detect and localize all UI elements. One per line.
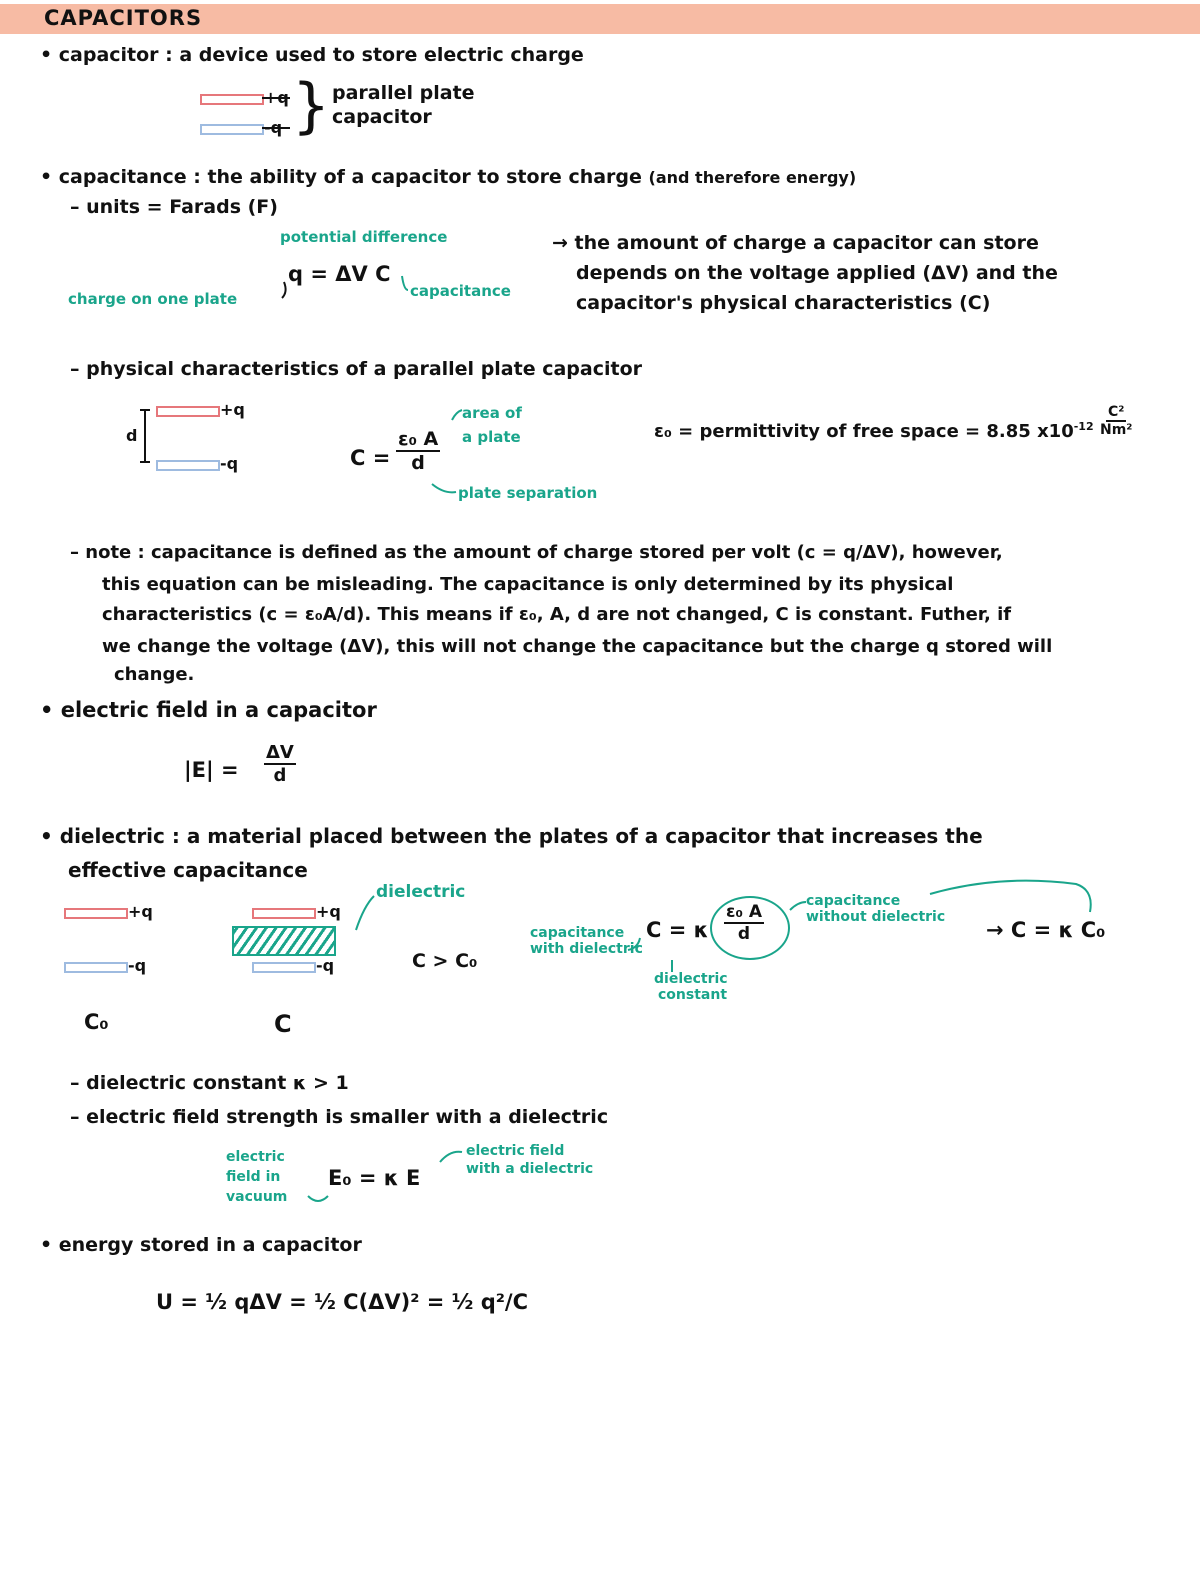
- dielectric-field-annotation-2: with a dielectric: [466, 1161, 594, 1177]
- vacuum-field-annotation-1: electric: [226, 1149, 285, 1165]
- dielectric-field-annotation-1: electric field: [466, 1143, 565, 1159]
- charge-annotation: charge on one plate: [68, 290, 238, 308]
- c0-negative-label: -q: [128, 956, 147, 975]
- c0-label: C₀: [84, 1010, 109, 1034]
- field-relation-equation: E₀ = κ E: [328, 1166, 421, 1190]
- brace-icon: }: [292, 71, 331, 141]
- electric-field-heading: • electric field in a capacitor: [40, 698, 377, 722]
- page-title: CAPACITORS: [44, 6, 203, 30]
- with-dielectric-annotation-1: capacitance: [530, 925, 625, 941]
- kappa-formula-lhs: C = κ: [646, 918, 709, 942]
- note-line-4: we change the voltage (ΔV), this will not change the capacitance but the charge q stored will: [102, 636, 1053, 657]
- negative-charge-label-2: -q: [220, 454, 239, 473]
- field-smaller-line: – electric field strength is smaller with a dielectric: [70, 1106, 609, 1128]
- parallel-plate-label: parallel plate: [332, 82, 475, 104]
- c-negative-label: -q: [316, 956, 335, 975]
- arrow-note-line-1: → the amount of charge a capacitor can store: [552, 232, 1039, 254]
- vacuum-field-annotation-2: field in: [226, 1169, 281, 1185]
- electric-field-lhs: |E| =: [184, 758, 239, 782]
- c-label: C: [274, 1010, 292, 1038]
- arrow-note-line-2: depends on the voltage applied (ΔV) and the: [576, 262, 1058, 284]
- c-positive-label: +q: [316, 902, 341, 921]
- capacitance-definition: • capacitance : the ability of a capacitor to store charge (and therefore energy): [40, 166, 857, 188]
- capacitance-comparison: C > C₀: [412, 950, 478, 972]
- dielectric-definition-line-2: effective capacitance: [68, 858, 308, 882]
- dielectric-definition-line-1: • dielectric : a material placed between the plates of a capacitor that increases the: [40, 824, 983, 848]
- kappa-result: → C = κ C₀: [986, 918, 1106, 942]
- arrow-note-line-3: capacitor's physical characteristics (C): [576, 292, 991, 314]
- physical-characteristics-heading: – physical characteristics of a parallel plate capacitor: [70, 358, 642, 380]
- permittivity-line: ε₀ = permittivity of free space = 8.85 $x10^{-12}$: [654, 420, 1094, 442]
- capacitor-label: capacitor: [332, 106, 432, 128]
- dielectric-annotation: dielectric: [376, 882, 466, 902]
- energy-equation: U = ½ qΔV = ½ C(ΔV)² = ½ q²/C: [156, 1290, 529, 1314]
- without-dielectric-annotation-1: capacitance: [806, 893, 901, 909]
- permittivity-units: $\frac{\text{C²}}{\text{Nm²}}$: [1100, 404, 1133, 438]
- potential-difference-annotation: potential difference: [280, 228, 448, 246]
- dielectric-constant-line: – dielectric constant κ > 1: [70, 1072, 349, 1094]
- electric-field-fraction: $\frac{\Delta V}{d}$: [266, 742, 294, 786]
- dielectric-constant-annotation-1: dielectric: [654, 971, 728, 987]
- note-line-5: change.: [114, 664, 195, 685]
- energy-heading: • energy stored in a capacitor: [40, 1234, 362, 1256]
- area-annotation-2: a plate: [462, 428, 521, 446]
- positive-charge-label-2: +q: [220, 400, 245, 419]
- kappa-formula-fraction: $\frac{\text{ε₀ A}}{d}$: [726, 902, 762, 944]
- positive-charge-label: +q: [264, 88, 289, 107]
- vacuum-field-annotation-3: vacuum: [226, 1189, 288, 1205]
- c0-positive-label: +q: [128, 902, 153, 921]
- separation-annotation: plate separation: [458, 484, 598, 502]
- note-line-3: characteristics (c = ε₀A/d). This means if ε₀, A, d are not changed, C is constant. Futher, if: [102, 604, 1012, 625]
- capacitance-annotation: capacitance: [410, 282, 511, 300]
- capacitor-definition: • capacitor : a device used to store electric charge: [40, 44, 584, 66]
- charge-voltage-equation: q = ΔV C: [288, 262, 391, 286]
- with-dielectric-annotation-2: with dielectric: [530, 941, 643, 957]
- note-line-2: this equation can be misleading. The capacitance is only determined by its physical: [102, 574, 954, 595]
- without-dielectric-annotation-2: without dielectric: [806, 909, 946, 925]
- capacitance-formula-fraction: $\frac{\text{ε₀ A}}{d}$: [398, 428, 439, 474]
- separation-d-label: d: [126, 426, 138, 445]
- units-line: – units = Farads (F): [70, 196, 278, 218]
- negative-charge-label: -q: [264, 118, 283, 137]
- dielectric-constant-annotation-2: constant: [658, 987, 728, 1003]
- area-annotation-1: area of: [462, 404, 522, 422]
- capacitance-formula-lhs: C =: [350, 446, 391, 470]
- note-line-1: – note : capacitance is defined as the amount of charge stored per volt (c = q/ΔV), however,: [70, 542, 1003, 563]
